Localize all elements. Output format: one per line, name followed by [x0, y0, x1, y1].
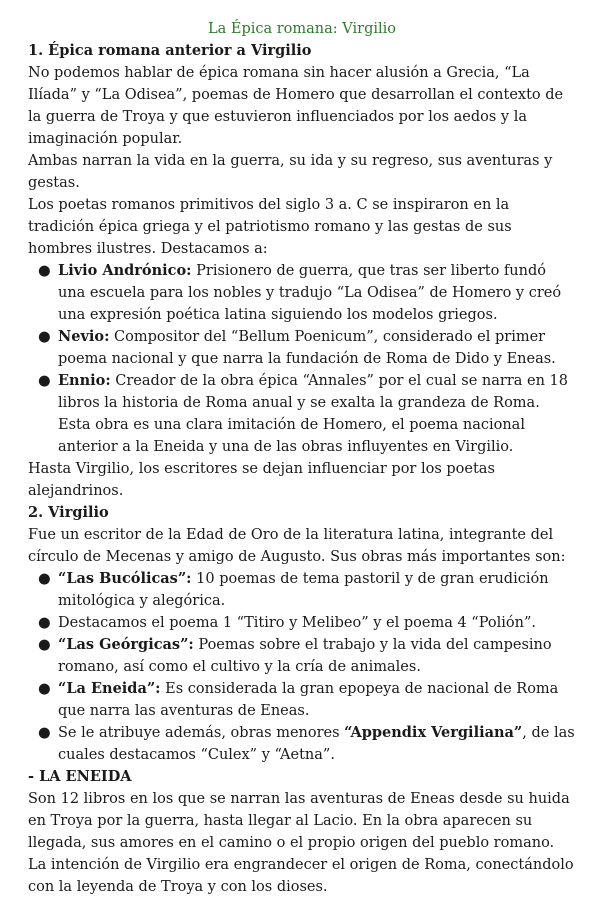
paragraph: No podemos hablar de épica romana sin hacer alusión a Grecia, “La Ilíada” y “La Odisea”, poemas de Homero que desarrollan el contexto de la guerra de Troya y que estuvieron influenciados por los aedos y la imaginación popular. [28, 65, 564, 147]
list-item [38, 370, 576, 458]
paragraph: Los poetas romanos primitivos del siglo 3 a. C se inspiraron en la tradición épica griega y el patriotismo romano y las gestas de sus hombres ilustres. Destacamos a: [28, 197, 512, 257]
work-description: 10 poemas de tema pastoril y de gran erudición mitológica y alegórica. [58, 571, 549, 609]
author-name: Livio Andrónico: [58, 262, 192, 279]
bullet-icon: ● [38, 373, 51, 389]
bullet-icon: ● [38, 615, 51, 631]
bullet-icon: ● [38, 725, 51, 741]
paragraph: Ambas narran la vida en la guerra, su ida y su regreso, sus aventuras y gestas. [28, 153, 553, 191]
paragraph: La intención de Virgilio era engrandecer el origen de Roma, conectándolo con la leyenda de Troya y con los dioses. [28, 857, 574, 895]
bullet-icon: ● [38, 637, 51, 653]
document-title: La Épica romana: Virgilio [207, 21, 396, 37]
author-description: Compositor del “Bellum Poenicum”, considerado el primer poema nacional y que narra la fundación de Roma de Dido y Eneas. [58, 329, 556, 367]
work-description: Destacamos el poema 1 “Titiro y Melibeo” y el poema 4 “Polión”. [58, 615, 536, 631]
list-item [38, 612, 576, 634]
authors-list [28, 260, 576, 458]
list-item [38, 634, 576, 678]
author-name: Nevio: [58, 328, 110, 345]
author-description: Creador de la obra épica “Annales” por el cual se narra en 18 libros la historia de Roma anual y se exalta la grandeza de Roma. Esta obra es una clara imitación de Homero, el poema nacional anterior a la Eneida y una de las obras influyentes en Virgilio. [58, 373, 568, 455]
work-title: “Las Bucólicas”: [58, 570, 192, 587]
paragraph: Fue un escritor de la Edad de Oro de la literatura latina, integrante del círculo de Mecenas y amigo de Augusto. Sus obras más importantes son: [28, 527, 566, 565]
work-title: “Las Geórgicas”: [58, 636, 194, 653]
bullet-icon: ● [38, 263, 51, 279]
author-name: Ennio: [58, 372, 111, 389]
list-item [38, 678, 576, 722]
paragraph: Son 12 libros en los que se narran las aventuras de Eneas desde su huida en Troya por la guerra, hasta llegar al Lacio. En la obra aparecen su llegada, sus amores en el camino o el propio origen del pueblo romano. [28, 791, 570, 851]
author-description: Prisionero de guerra, que tras ser liberto fundó una escuela para los nobles y tradujo “La Odisea” de Homero y creó una expresión poética latina siguiendo los modelos griegos. [58, 263, 562, 323]
section-2-heading: 2. Virgilio [28, 504, 109, 521]
paragraph: Hasta Virgilio, los escritores se dejan influenciar por los poetas alejandrinos. [28, 461, 495, 499]
work-prefix: Se le atribuye además, obras menores [58, 725, 345, 741]
work-description: Es considerada la gran epopeya de nacional de Roma que narra las aventuras de Eneas. [58, 681, 559, 719]
work-description: Poemas sobre el trabajo y la vida del campesino romano, así como el cultivo y la cría de animales. [58, 637, 552, 675]
work-title: “La Eneida”: [58, 680, 161, 697]
work-title: “Appendix Vergiliana” [344, 724, 523, 741]
work-description: , de las cuales destacamos “Culex” y “Aetna”. [58, 725, 575, 763]
bullet-icon: ● [38, 329, 51, 345]
section-1-heading: 1. Épica romana anterior a Virgilio [28, 42, 312, 59]
section-3-heading: - LA ENEIDA [28, 768, 132, 785]
list-item [38, 260, 576, 326]
list-item [38, 722, 576, 766]
list-item [38, 568, 576, 612]
list-item [38, 326, 576, 370]
document-page [28, 18, 576, 898]
works-list [28, 568, 576, 766]
bullet-icon: ● [38, 681, 51, 697]
bullet-icon: ● [38, 571, 51, 587]
